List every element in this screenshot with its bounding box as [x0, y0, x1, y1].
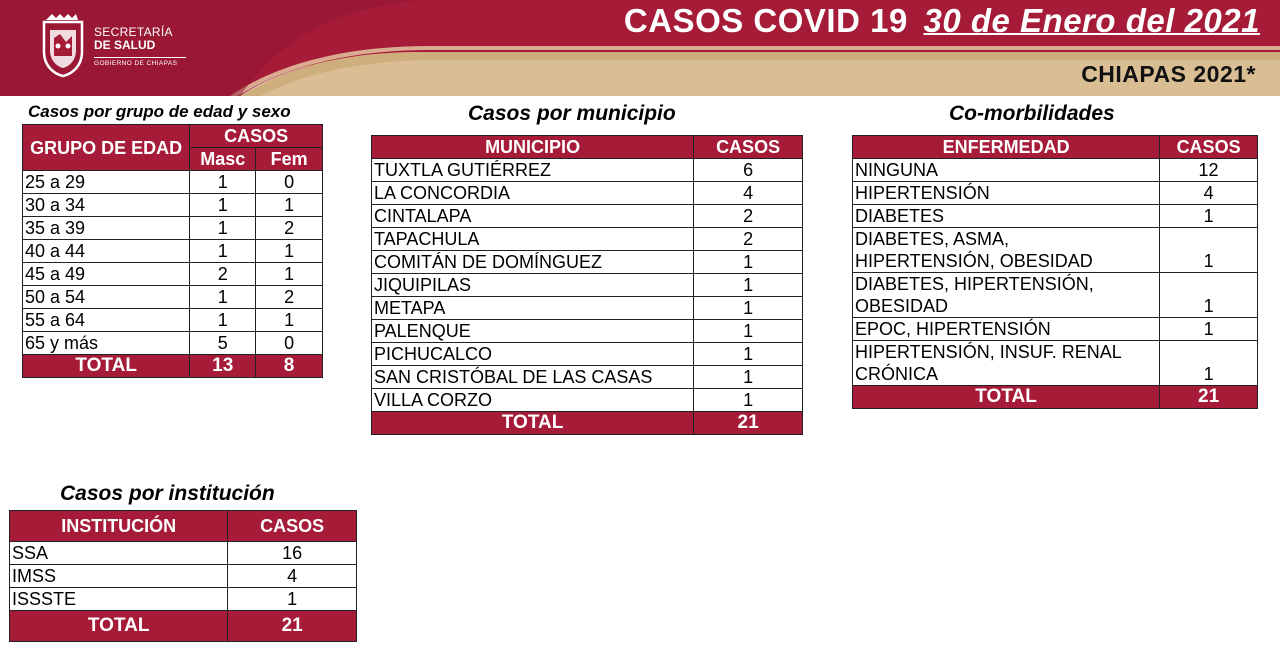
table-row	[853, 159, 1258, 182]
age-table-header	[23, 125, 323, 148]
masc-cell: 2	[190, 263, 256, 286]
institution-col-cases: CASOS	[228, 511, 357, 542]
fem-cell: 0	[256, 171, 323, 194]
municipio-col-cases: CASOS	[694, 136, 803, 159]
comorbidity-total-row	[853, 386, 1258, 409]
table-row	[853, 182, 1258, 205]
masc-cell: 1	[190, 309, 256, 332]
table-row	[23, 217, 323, 240]
fem-cell: 0	[256, 332, 323, 355]
municipio-name-cell: METAPA	[372, 297, 694, 320]
municipio-cases-cell: 6	[694, 159, 803, 182]
table-row	[372, 366, 803, 389]
disease-cell: NINGUNA	[853, 159, 1160, 182]
municipio-cases-cell: 4	[694, 182, 803, 205]
fem-cell: 1	[256, 194, 323, 217]
table-row	[853, 228, 1258, 273]
age-group-cell: 35 a 39	[23, 217, 190, 240]
table-row	[372, 343, 803, 366]
institution-table	[9, 510, 357, 642]
page-subtitle: CHIAPAS 2021*	[1081, 61, 1256, 87]
page-title	[624, 2, 1260, 40]
table-row	[853, 341, 1258, 386]
fem-cell: 1	[256, 309, 323, 332]
disease-cases-cell: 1	[1160, 341, 1258, 386]
masc-cell: 1	[190, 286, 256, 309]
masc-cell: 1	[190, 171, 256, 194]
table-row	[372, 228, 803, 251]
disease-cases-cell: 1	[1160, 205, 1258, 228]
disease-cell: HIPERTENSIÓN	[853, 182, 1160, 205]
municipio-cases-cell: 2	[694, 205, 803, 228]
logo-line-1: SECRETARÍA	[94, 25, 173, 39]
age-col-group: GRUPO DE EDAD	[23, 125, 190, 171]
municipio-col-name: MUNICIPIO	[372, 136, 694, 159]
disease-cases-cell: 4	[1160, 182, 1258, 205]
disease-line: CRÓNICA	[855, 364, 939, 384]
table-row	[853, 205, 1258, 228]
age-total-fem: 8	[256, 355, 323, 378]
fem-cell: 2	[256, 217, 323, 240]
municipio-table	[371, 135, 803, 435]
title-date: 30 de Enero del 2021	[923, 2, 1260, 39]
table-row	[372, 159, 803, 182]
municipio-cases-cell: 1	[694, 389, 803, 412]
masc-cell: 5	[190, 332, 256, 355]
logo-line-2: DE SALUD	[94, 37, 156, 52]
disease-cell	[853, 273, 1160, 318]
disease-line: HIPERTENSIÓN, INSUF. RENAL	[855, 342, 1122, 362]
municipio-table-title: Casos por municipio	[468, 102, 676, 125]
age-col-masc: Masc	[190, 148, 256, 171]
table-row	[23, 332, 323, 355]
table-row	[853, 318, 1258, 341]
masc-cell: 1	[190, 240, 256, 263]
disease-cases-cell: 1	[1160, 228, 1258, 273]
municipio-name-cell: TUXTLA GUTIÉRREZ	[372, 159, 694, 182]
table-row	[10, 542, 357, 565]
municipio-name-cell: PICHUCALCO	[372, 343, 694, 366]
age-table	[22, 124, 323, 378]
age-group-cell: 55 a 64	[23, 309, 190, 332]
municipio-total-label: TOTAL	[372, 412, 694, 435]
table-row	[372, 251, 803, 274]
institution-cases-cell: 16	[228, 542, 357, 565]
masc-cell: 1	[190, 217, 256, 240]
masc-cell: 1	[190, 194, 256, 217]
municipio-name-cell: SAN CRISTÓBAL DE LAS CASAS	[372, 366, 694, 389]
municipio-name-cell: COMITÁN DE DOMÍNGUEZ	[372, 251, 694, 274]
table-row	[10, 565, 357, 588]
table-row	[23, 263, 323, 286]
institution-total-label: TOTAL	[10, 611, 228, 642]
institution-total-row	[10, 611, 357, 642]
logo-line-3: GOBIERNO DE CHIAPAS	[94, 57, 186, 68]
institution-cases-cell: 1	[228, 588, 357, 611]
age-group-cell: 50 a 54	[23, 286, 190, 309]
municipio-cases-cell: 2	[694, 228, 803, 251]
comorbidity-col-disease: ENFERMEDAD	[853, 136, 1160, 159]
municipio-cases-cell: 1	[694, 366, 803, 389]
disease-cell	[853, 228, 1160, 273]
table-row	[372, 389, 803, 412]
municipio-name-cell: LA CONCORDIA	[372, 182, 694, 205]
age-group-cell: 40 a 44	[23, 240, 190, 263]
age-group-cell: 45 a 49	[23, 263, 190, 286]
fem-cell: 1	[256, 263, 323, 286]
municipio-name-cell: TAPACHULA	[372, 228, 694, 251]
age-total-row	[23, 355, 323, 378]
table-row	[372, 320, 803, 343]
table-row	[372, 297, 803, 320]
table-row	[23, 286, 323, 309]
municipio-name-cell: PALENQUE	[372, 320, 694, 343]
comorbidity-table-title: Co-morbilidades	[949, 102, 1115, 125]
comorbidity-total-label: TOTAL	[853, 386, 1160, 409]
header-banner	[0, 0, 1280, 96]
age-total-label: TOTAL	[23, 355, 190, 378]
disease-cell: EPOC, HIPERTENSIÓN	[853, 318, 1160, 341]
disease-cases-cell: 1	[1160, 318, 1258, 341]
comorbidity-table	[852, 135, 1258, 409]
municipio-name-cell: CINTALAPA	[372, 205, 694, 228]
municipio-cases-cell: 1	[694, 251, 803, 274]
municipio-cases-cell: 1	[694, 274, 803, 297]
table-row	[23, 194, 323, 217]
institution-table-header	[10, 511, 357, 542]
comorbidity-col-cases: CASOS	[1160, 136, 1258, 159]
age-col-fem: Fem	[256, 148, 323, 171]
municipio-cases-cell: 1	[694, 343, 803, 366]
institution-name-cell: ISSSTE	[10, 588, 228, 611]
age-total-masc: 13	[190, 355, 256, 378]
table-row	[372, 205, 803, 228]
table-row	[23, 309, 323, 332]
disease-cases-cell: 1	[1160, 273, 1258, 318]
municipio-name-cell: VILLA CORZO	[372, 389, 694, 412]
comorbidity-total-value: 21	[1160, 386, 1258, 409]
disease-line: DIABETES, HIPERTENSIÓN,	[855, 274, 1094, 294]
coat-of-arms-icon	[38, 12, 88, 78]
age-table-title: Casos por grupo de edad y sexo	[28, 102, 291, 121]
disease-cases-cell: 12	[1160, 159, 1258, 182]
table-row	[853, 273, 1258, 318]
disease-line: HIPERTENSIÓN, OBESIDAD	[855, 251, 1093, 271]
institution-cases-cell: 4	[228, 565, 357, 588]
municipio-name-cell: JIQUIPILAS	[372, 274, 694, 297]
title-main: CASOS COVID 19	[623, 2, 908, 39]
institution-total-value: 21	[228, 611, 357, 642]
fem-cell: 2	[256, 286, 323, 309]
disease-line: OBESIDAD	[855, 296, 949, 316]
institution-table-title: Casos por institución	[60, 482, 275, 505]
table-row	[23, 171, 323, 194]
age-group-cell: 65 y más	[23, 332, 190, 355]
table-row	[372, 274, 803, 297]
secretaria-salud-logo	[38, 12, 188, 82]
municipio-total-row	[372, 412, 803, 435]
age-group-cell: 25 a 29	[23, 171, 190, 194]
disease-cell: DIABETES	[853, 205, 1160, 228]
municipio-cases-cell: 1	[694, 297, 803, 320]
age-col-cases: CASOS	[190, 125, 323, 148]
municipio-cases-cell: 1	[694, 320, 803, 343]
disease-line: DIABETES, ASMA,	[855, 229, 1010, 249]
institution-name-cell: SSA	[10, 542, 228, 565]
table-row	[10, 588, 357, 611]
disease-cell	[853, 341, 1160, 386]
institution-name-cell: IMSS	[10, 565, 228, 588]
fem-cell: 1	[256, 240, 323, 263]
institution-col-name: INSTITUCIÓN	[10, 511, 228, 542]
municipio-total-value: 21	[694, 412, 803, 435]
table-row	[372, 182, 803, 205]
table-row	[23, 240, 323, 263]
municipio-table-header	[372, 136, 803, 159]
comorbidity-table-header	[853, 136, 1258, 159]
age-group-cell: 30 a 34	[23, 194, 190, 217]
